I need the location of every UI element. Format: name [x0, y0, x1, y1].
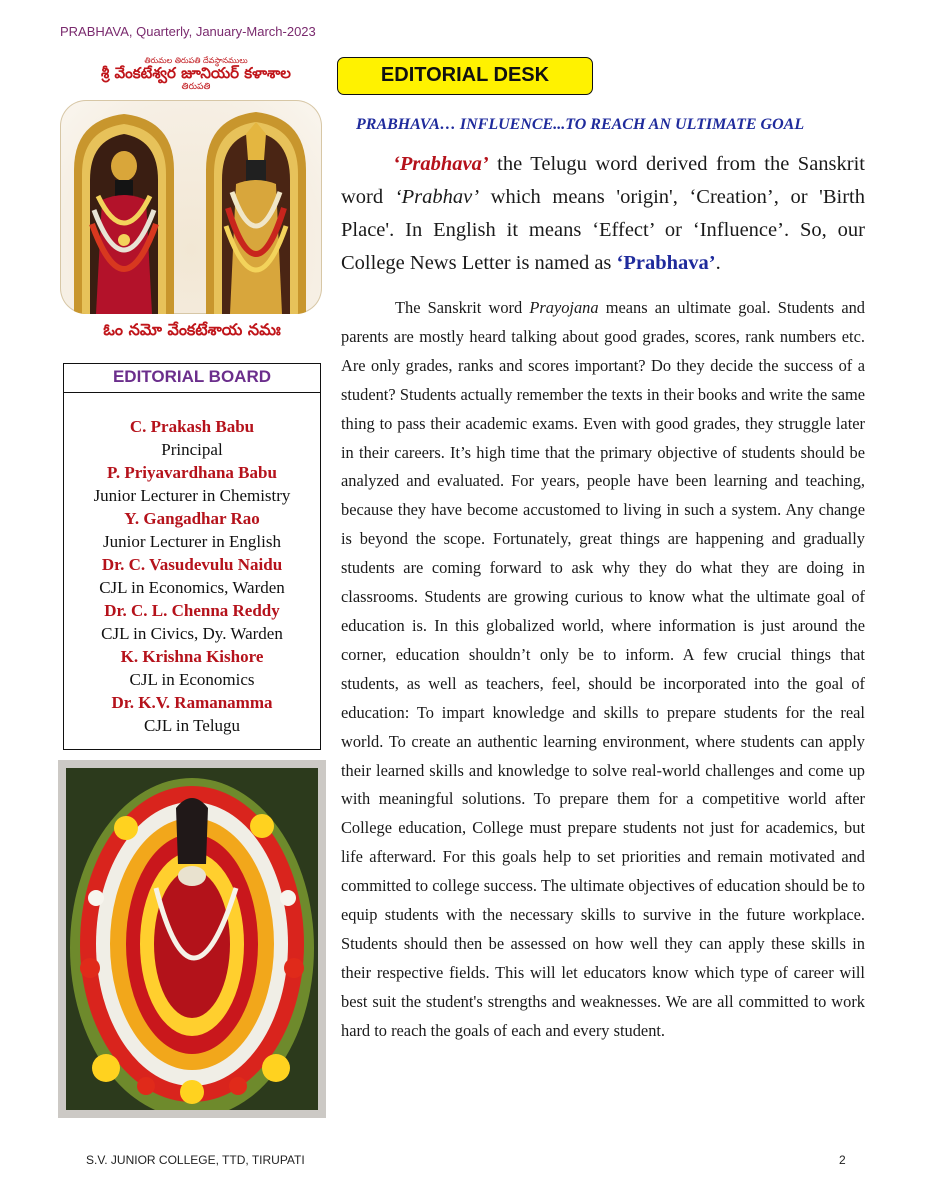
body-text-2: means an ultimate goal. Students and parents are mostly heard talking about good grades, scores, rank numbers etc. Are only grades, ranks and scores important? Do they decide the success of a student? Students actually remember the texts in their books and write the same thing to pass their academic exams. Even with good grades, they struggle later in their careers. It’s high time that the primary objective of students should be analyzed and evaluated. For years, people have been learning and teaching, because they have become accustomed to living in such a system. Any change is beyond the scope. Fortunately, great things are happening and gradually students are coming forward to ask why they do what they are doing in classrooms. Students are growing curious to know what the ultimate goal of education is. In this globalized world, where information is just around the corner, education shouldn’t only be to inform. A few crucial things that students, as well as teachers, feel, should be incorporated into the goal of education: To impart knowledge and skills to prepare students for the real world. To create an authentic learning environment, where students can apply their learned skills and knowledge to solve real-world challenges and come up with meaningful solutions. To prepare them for a competitive world after College education, College must prepare students not just for academics, but life afterward. For this goals help to set priorities and remain motivated and committed to college success. The ultimate objectives of education should be to equip students with the necessary skills to survive in the future workplace. Students should then be assessed on how well they can apply these skills in their respective fields. This will let educators know which type of career will best suit the student's strengths and weaknesses. We are all committed to work hard to reach the goals of each and every student.: [341, 298, 865, 1040]
member-role: Junior Lecturer in Chemistry: [93, 486, 291, 505]
deity-illustration: [60, 100, 322, 314]
member-name: Y. Gangadhar Rao: [124, 509, 260, 528]
college-logo-line2: శ్రీ వేంకటేశ్వర జూనియర్ కళాశాల: [101, 64, 291, 83]
member-name: Dr. C. Vasudevulu Naidu: [101, 555, 283, 574]
deity-photo: [60, 100, 322, 314]
member-role: Principal: [161, 440, 223, 459]
board-member: [64, 599, 320, 645]
board-member: [64, 553, 320, 599]
member-role: CJL in Economics, Warden: [99, 578, 285, 597]
flower-illustration: [66, 768, 318, 1110]
editorial-subheading: PRABHAVA… INFLUENCE...TO REACH AN ULTIMATE GOAL: [356, 116, 805, 133]
footer-college-name: S.V. JUNIOR COLLEGE, TTD, TIRUPATI: [86, 1153, 305, 1167]
intro-text-1: the Telugu word derived from the Sanskrit word: [341, 153, 865, 208]
member-role: Junior Lecturer in English: [103, 532, 281, 551]
member-name: P. Priyavardhana Babu: [107, 463, 277, 482]
running-header: PRABHAVA, Quarterly, January-March-2023: [60, 24, 316, 39]
right-deity-shrine: [206, 112, 306, 314]
flower-decorated-deity-photo: [58, 760, 326, 1118]
body-term-prayojana: Prayojana: [529, 298, 599, 317]
intro-newsletter-name: ‘Prabhava’: [616, 252, 716, 274]
intro-text-3: .: [715, 252, 721, 274]
page-number: 2: [839, 1153, 846, 1167]
board-member: [64, 507, 320, 553]
intro-text-2: which means 'origin', ‘Creation’, or 'Birth Place'. In English it means ‘Effect’ or ‘Influence’. So, our College News Letter is named as: [341, 186, 865, 274]
member-name: K. Krishna Kishore: [120, 647, 264, 666]
member-role: CJL in Telugu: [143, 716, 241, 735]
editorial-board-title: EDITORIAL BOARD: [64, 364, 320, 393]
editorial-intro-paragraph: [341, 148, 865, 280]
college-logo-line3: తిరుపతి: [181, 82, 211, 93]
member-role: CJL in Economics: [129, 670, 255, 689]
intro-term-prabhav: ‘Prabhav’: [394, 186, 480, 208]
college-logo-text: [64, 56, 328, 93]
member-name: C. Prakash Babu: [129, 417, 255, 436]
member-name: Dr. K.V. Ramanamma: [111, 693, 273, 712]
intro-term-prabhava: ‘Prabhava’: [393, 153, 489, 175]
editorial-desk-banner: EDITORIAL DESK: [337, 57, 593, 95]
board-member: [64, 645, 320, 691]
member-role: CJL in Civics, Dy. Warden: [101, 624, 283, 643]
editorial-board-list: [64, 415, 320, 737]
board-member: [64, 415, 320, 461]
board-member: [64, 461, 320, 507]
college-logo-line1: తిరుమల తిరుపతి దేవస్థానములు: [144, 56, 248, 65]
board-member: [64, 691, 320, 737]
telugu-prayer: ఓం నమో వేంకటేశాయ నమః: [103, 320, 281, 339]
left-deity-shrine: [74, 114, 174, 314]
body-text-1: The Sanskrit word: [395, 298, 530, 317]
editorial-body-paragraph: [341, 294, 865, 1046]
editorial-board-box: [63, 363, 321, 750]
member-name: Dr. C. L. Chenna Reddy: [104, 601, 280, 620]
